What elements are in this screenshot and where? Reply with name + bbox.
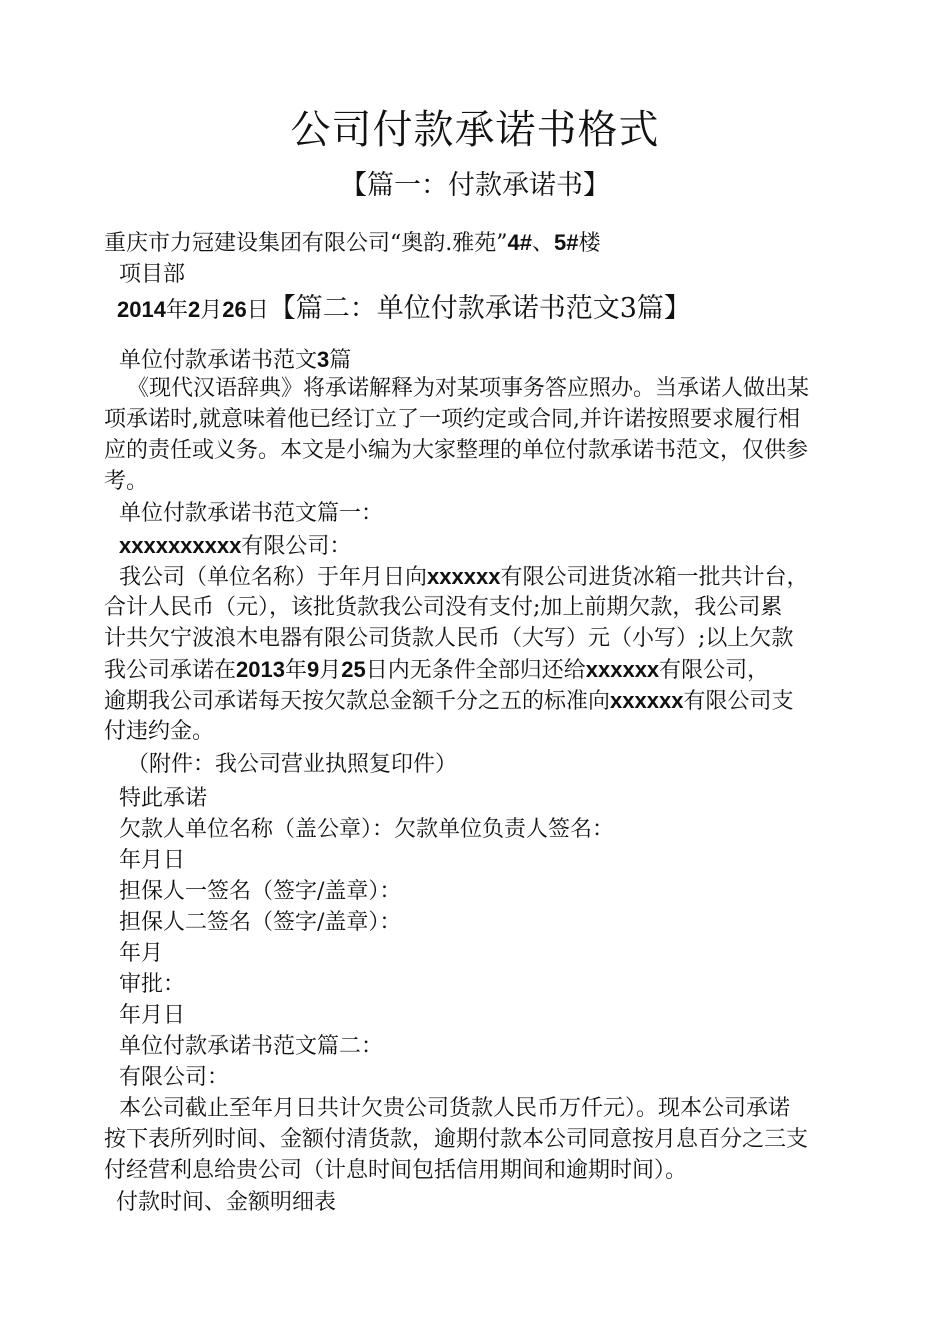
s1-l4-year-unit: 年 [284,658,307,683]
part2-heading-end: 篇】 [636,293,691,324]
s1-l1-text: 我公司（单位名称）于年月日向 [119,565,428,590]
s1-l4-month-unit: 月 [319,658,342,683]
intro-label-number: 3 [317,347,330,372]
sample2-addressee: 有限公司： [119,1065,230,1090]
special-commitment: 特此承诺 [119,786,208,811]
intro-paragraph-line-1: 《现代汉语辞典》将承诺解释为对某项事务答应照办。当承诺人做出某 [127,376,810,401]
intro-label-suffix: 篇 [329,348,352,373]
intro-paragraph-line-4: 考。 [104,469,149,494]
s1-l5-text: 逾期我公司承诺每天按欠款总金额千分之五的标准向 [104,689,611,714]
s1-l1-placeholder: xxxxxx [427,564,501,589]
part2-heading-number: 3 [619,293,637,324]
s1-l4-month: 9 [306,657,320,682]
intro-paragraph-line-2: 项承诺时,就意味着他已经订立了一项约定或合同,并许诺按照要求履行相 [104,407,800,432]
date-year-unit: 年 [165,298,188,323]
project-name: “奥韵.雅苑” [390,231,508,256]
building-number-2: 5# [554,230,579,255]
s1-l4-rest: 有限公司， [659,658,770,683]
date-line-2: 年月 [119,941,164,966]
part2-heading: 【篇二：单位付款承诺书范文 [268,293,620,324]
date-day: 26 [222,297,247,322]
approval-label: 审批： [119,972,186,997]
part1-heading: 【篇一：付款承诺书】 [340,170,610,201]
building-suffix: 楼 [578,231,601,256]
date-month-unit: 月 [200,298,223,323]
date-line-1: 年月日 [119,848,186,873]
sample2-line-2: 按下表所列时间、金额付清货款，逾期付款本公司同意按月息百分之三支 [104,1127,809,1152]
guarantor1-signature: 担保人一签名（签字/盖章）： [119,879,402,904]
intro-label-text: 单位付款承诺书范文 [119,348,318,373]
date-day-unit: 日 [246,298,269,323]
sample2-line-1: 本公司截止至年月日共计欠贵公司货款人民币万仟元）。现本公司承诺 [119,1096,791,1121]
s1-l4-day: 25 [341,657,366,682]
sample1-line-5 [104,686,793,717]
sample1-company-suffix: 有限公司： [241,534,352,559]
debtor-signature-line: 欠款人单位名称（盖公章）：欠款单位负责人签名： [119,817,615,842]
company-name: 重庆市力冠建设集团有限公司 [104,231,391,256]
sample1-line-6: 付违约金。 [104,719,215,744]
s1-l4-text: 我公司承诺在 [104,658,237,683]
s1-l5-rest: 有限公司支 [683,689,794,714]
building-number-1: 4# [507,230,532,255]
date-and-part2-heading [117,291,691,329]
s1-l4-placeholder: xxxxxx [585,657,660,682]
s1-l1-rest: 有限公司进货冰箱一批共计台， [500,565,809,590]
date-line-3: 年月日 [119,1003,186,1028]
table-caption: 付款时间、金额明细表 [116,1190,337,1215]
sample1-line-1 [119,562,808,593]
company-line [104,228,601,259]
sample1-line-2: 合计人民币（元），该批货款我公司没有支付;加上前期欠款，我公司累 [104,595,783,620]
sample2-heading: 单位付款承诺书范文篇二： [119,1034,384,1059]
sample1-line-4 [104,655,769,686]
intro-label [119,345,351,376]
guarantor2-signature: 担保人二签名（签字/盖章）： [119,910,402,935]
sample1-addressee [119,531,351,562]
document-title: 公司付款承诺书格式 [290,107,660,153]
sample2-line-3: 付经营利息给贵公司（计息时间包括信用期间和逾期时间）。 [104,1158,688,1183]
intro-paragraph-line-3: 应的责任或义务。本文是小编为大家整理的单位付款承诺书范文，仅供参 [104,438,809,463]
s1-l4-year: 2013 [236,657,285,682]
date-month: 2 [187,297,201,322]
separator: 、 [532,231,555,256]
date-year: 2014 [117,297,166,322]
s1-l4-mid: 日内无条件全部归还给 [365,658,586,683]
s1-l5-placeholder: xxxxxx [610,688,684,713]
sample1-company-placeholder: xxxxxxxxxx [119,533,242,558]
sample1-line-3: 计共欠宁波浪木电器有限公司货款人民币（大写）元（小写）;以上欠款 [104,626,794,651]
department-line: 项目部 [119,262,186,287]
attachment-note: （附件：我公司营业执照复印件） [127,752,458,777]
sample1-heading: 单位付款承诺书范文篇一： [119,501,384,526]
